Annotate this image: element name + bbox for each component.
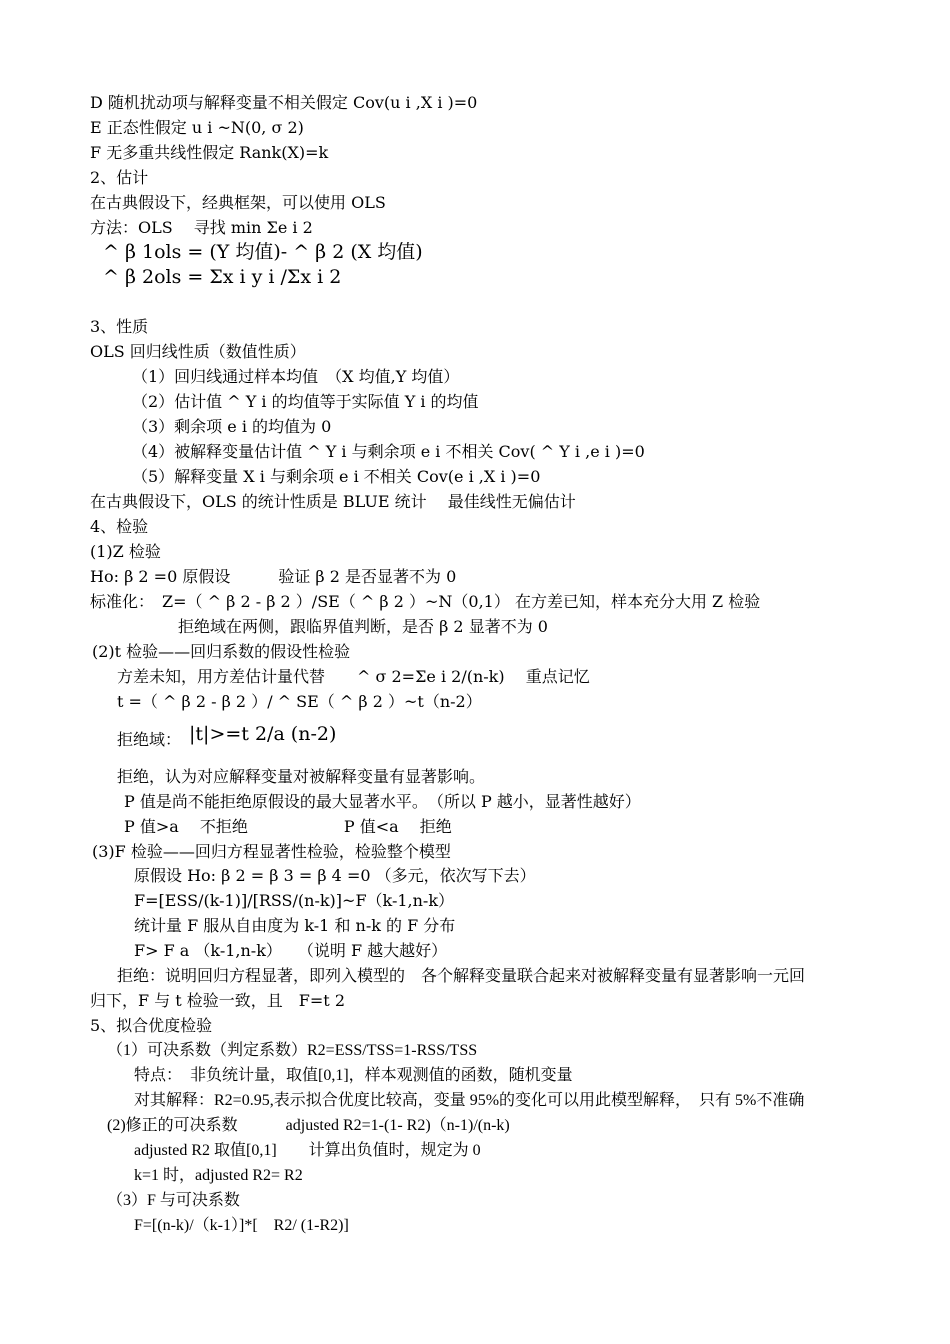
line-r-squared-features: 特点： 非负统计量，取值[0,1]，样本观测值的函数，随机变量 xyxy=(134,1067,573,1084)
line-f-distribution: 统计量 F 服从自由度为 k-1 和 n-k 的 F 分布 xyxy=(134,916,456,935)
line-classical-framework: 在古典假设下，经典框架，可以使用 OLS xyxy=(90,193,386,212)
line-p-value-rule: P 值>a 不拒绝 P 值<a 拒绝 xyxy=(124,817,452,836)
line-adjusted-range: adjusted R2 取值[0,1] 计算出负值时，规定为 0 xyxy=(134,1142,481,1159)
line-t-variance: 方差未知，用方差估计量代替 ^ σ 2=Σe i 2/(n-k) 重点记忆 xyxy=(117,667,590,686)
line-r-squared: （1）可决系数（判定系数）R2=ESS/TSS=1-RSS/TSS xyxy=(107,1042,478,1059)
line-f-t-relation: 归下，F 与 t 检验一致，且 F=t 2 xyxy=(90,991,345,1010)
subheading-z-test: (1)Z 检验 xyxy=(90,542,161,561)
section-heading-properties: 3、性质 xyxy=(90,317,149,336)
line-blue: 在古典假设下，OLS 的统计性质是 BLUE 统计 最佳线性无偏估计 xyxy=(90,492,576,511)
formula-t-rejection: |t|>=t 2/a (n-2) xyxy=(189,723,337,745)
section-heading-estimation: 2、估计 xyxy=(90,168,149,187)
subheading-t-test: (2)t 检验——回归系数的假设性检验 xyxy=(92,642,351,661)
line-adjusted-k1: k=1 时，adjusted R2= R2 xyxy=(134,1167,303,1184)
subheading-f-test: (3)F 检验——回归方程显著性检验，检验整个模型 xyxy=(92,842,451,861)
formula-t-statistic: t =（ ^ β 2 - β 2 ）/ ^ SE（ ^ β 2 ）~t（n-2） xyxy=(117,692,482,711)
subheading-f-and-r-squared: （3）F 与可决系数 xyxy=(107,1192,240,1209)
line-f-critical: F> F a （k-1,n-k） （说明 F 越大越好） xyxy=(134,941,448,960)
line-assumption-e: E 正态性假定 u i ~N(0, σ 2) xyxy=(90,118,304,137)
line-z-null-hypothesis: Ho: β 2 =0 原假设 验证 β 2 是否显著不为 0 xyxy=(90,567,457,586)
line-z-standardize: 标准化： Z=（ ^ β 2 - β 2 ）/SE（ ^ β 2 ）~N（0,1） 在方差已知，样本充分大用 Z 检验 xyxy=(90,592,761,611)
line-t-reject-meaning: 拒绝，认为对应解释变量对被解释变量有显著影响。 xyxy=(117,767,486,786)
formula-beta2: ^ β 2ols = Σx i y i /Σx i 2 xyxy=(103,266,342,288)
property-item-5: （5）解释变量 X i 与剩余项 e i 不相关 Cov(e i ,X i )=0 xyxy=(132,467,541,486)
line-z-rejection: 拒绝域在两侧，跟临界值判断，是否 β 2 显著不为 0 xyxy=(178,617,548,636)
line-assumption-f: F 无多重共线性假定 Rank(X)=k xyxy=(90,143,329,162)
line-assumption-d: D 随机扰动项与解释变量不相关假定 Cov(u i ,X i )=0 xyxy=(90,93,478,112)
formula-f-from-r-squared: F=[(n-k)/（k-1）]*[ R2/ (1-R2)] xyxy=(134,1217,349,1234)
section-heading-tests: 4、检验 xyxy=(90,517,149,536)
line-ols-properties: OLS 回归线性质（数值性质） xyxy=(90,342,306,361)
label-rejection-region: 拒绝域： xyxy=(117,730,182,749)
property-item-2: （2）估计值 ^ Y i 的均值等于实际值 Y i 的均值 xyxy=(132,392,479,411)
formula-beta1: ^ β 1ols = (Y 均值)- ^ β 2 (X 均值) xyxy=(103,241,423,263)
formula-f-statistic: F=[ESS/(k-1)]/[RSS/(n-k)]~F（k-1,n-k） xyxy=(134,891,455,910)
line-r-squared-interpretation: 对其解释：R2=0.95,表示拟合优度比较高，变量 95%的变化可以用此模型解释， 只有 5%不准确 xyxy=(134,1092,805,1109)
line-adjusted-r-squared: (2)修正的可决系数 adjusted R2=1-(1- R2)（n-1)/(n-k) xyxy=(107,1117,510,1134)
line-method-ols: 方法：OLS 寻找 min Σe i 2 xyxy=(90,218,313,237)
section-heading-goodness-of-fit: 5、拟合优度检验 xyxy=(90,1016,213,1035)
property-item-4: （4）被解释变量估计值 ^ Y i 与剩余项 e i 不相关 Cov( ^ Y i ,e i )=0 xyxy=(132,442,645,461)
line-p-value: P 值是尚不能拒绝原假设的最大显著水平。 （所以 P 越小，显著性越好） xyxy=(124,792,641,811)
line-f-null-hypothesis: 原假设 Ho: β 2 = β 3 = β 4 =0 （多元，依次写下去） xyxy=(134,866,536,885)
property-item-3: （3）剩余项 e i 的均值为 0 xyxy=(132,417,332,436)
property-item-1: （1）回归线通过样本均值 （X 均值,Y 均值） xyxy=(132,367,460,386)
line-f-reject-meaning: 拒绝：说明回归方程显著，即列入模型的 各个解释变量联合起来对被解释变量有显著影响一元回 xyxy=(117,966,806,985)
